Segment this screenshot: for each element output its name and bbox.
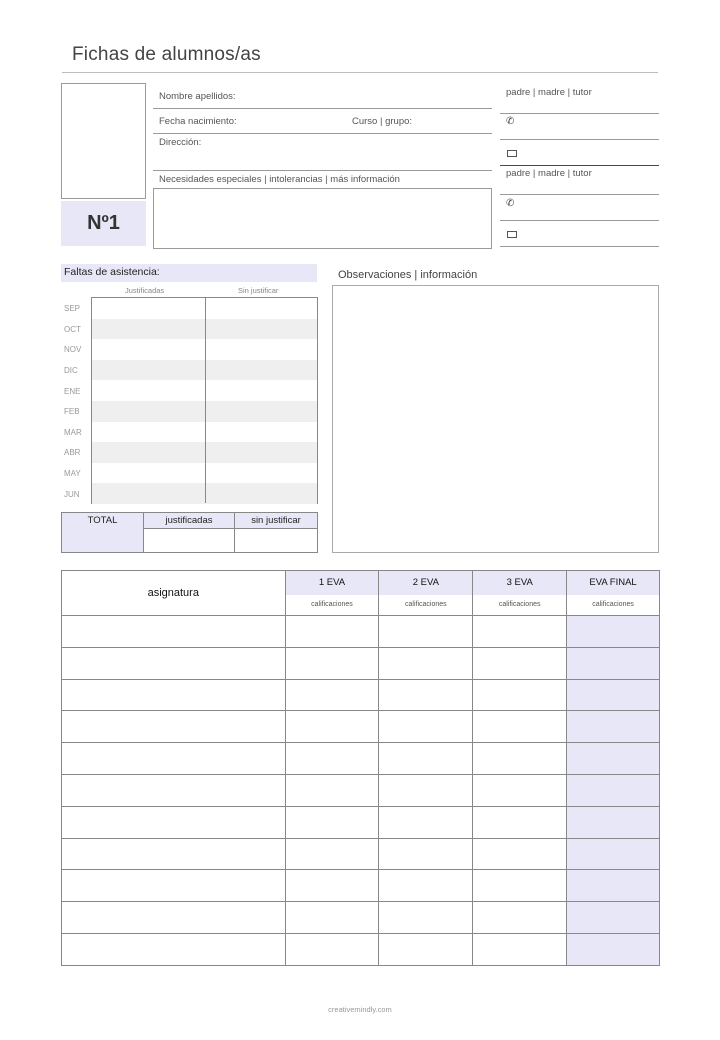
month-label: NOV bbox=[64, 345, 82, 354]
eva-1-header: 1 EVA bbox=[285, 571, 379, 595]
observations-title: Observaciones | información bbox=[338, 269, 478, 281]
table-row[interactable] bbox=[62, 870, 660, 902]
month-label: OCT bbox=[64, 325, 81, 334]
title-divider bbox=[62, 72, 658, 73]
table-row[interactable] bbox=[62, 838, 660, 870]
needs-box[interactable] bbox=[153, 188, 492, 249]
month-label: ENE bbox=[64, 387, 81, 396]
guardian-1-line[interactable] bbox=[500, 113, 659, 114]
guardian-2-mail-line[interactable] bbox=[500, 246, 659, 247]
address-label: Dirección: bbox=[159, 137, 202, 148]
footer-credit: creativemindly.com bbox=[328, 1005, 392, 1014]
table-row[interactable] bbox=[62, 902, 660, 934]
guardian-divider bbox=[500, 165, 659, 166]
month-label: MAY bbox=[64, 469, 81, 478]
guardian-2-label: padre | madre | tutor bbox=[506, 168, 592, 179]
attendance-totals bbox=[61, 512, 318, 553]
month-label: FEB bbox=[64, 407, 80, 416]
name-label: Nombre apellidos: bbox=[159, 91, 236, 102]
guardian-2-line[interactable] bbox=[500, 194, 659, 195]
eva-final-sub: calificaciones bbox=[567, 595, 660, 616]
student-number: Nº1 bbox=[61, 201, 146, 246]
eva-final-header: EVA FINAL bbox=[567, 571, 660, 595]
total-unjustified-label: sin justificar bbox=[251, 515, 301, 526]
grades-table bbox=[61, 570, 660, 966]
guardian-1-label: padre | madre | tutor bbox=[506, 87, 592, 98]
month-label: JUN bbox=[64, 490, 80, 499]
table-row[interactable] bbox=[62, 616, 660, 648]
birth-label: Fecha nacimiento: bbox=[159, 116, 237, 127]
table-row[interactable] bbox=[62, 711, 660, 743]
mail-icon bbox=[507, 150, 517, 157]
table-row[interactable] bbox=[62, 806, 660, 838]
mail-icon bbox=[507, 231, 517, 238]
month-label: SEP bbox=[64, 304, 81, 313]
month-label: DIC bbox=[64, 366, 78, 375]
table-row[interactable] bbox=[62, 743, 660, 775]
eva-3-header: 3 EVA bbox=[473, 571, 567, 595]
justified-header: Justificadas bbox=[125, 286, 165, 295]
month-label: MAR bbox=[64, 428, 82, 437]
name-line[interactable] bbox=[153, 108, 492, 109]
table-row[interactable] bbox=[62, 647, 660, 679]
total-label: TOTAL bbox=[87, 515, 118, 526]
observations-box[interactable] bbox=[332, 285, 659, 553]
phone-icon: ✆ bbox=[506, 116, 515, 127]
course-label: Curso | grupo: bbox=[352, 116, 413, 127]
photo-box[interactable] bbox=[61, 83, 146, 199]
eva-2-header: 2 EVA bbox=[379, 571, 473, 595]
eva-1-sub: calificaciones bbox=[285, 595, 379, 616]
needs-label: Necesidades especiales | intolerancias | más información bbox=[159, 174, 400, 185]
attendance-title: Faltas de asistencia: bbox=[61, 264, 317, 282]
table-row[interactable] bbox=[62, 933, 660, 965]
table-row[interactable] bbox=[62, 679, 660, 711]
guardian-1-phone-line[interactable] bbox=[500, 139, 659, 140]
address-line[interactable] bbox=[153, 170, 492, 171]
birth-line[interactable] bbox=[153, 133, 492, 134]
phone-icon: ✆ bbox=[506, 198, 515, 209]
month-label: ABR bbox=[64, 448, 81, 457]
total-justified-label: justificadas bbox=[165, 515, 213, 526]
unjustified-header: Sin justificar bbox=[238, 286, 279, 295]
attendance-grid[interactable] bbox=[91, 297, 318, 504]
eva-2-sub: calificaciones bbox=[379, 595, 473, 616]
guardian-2-phone-line[interactable] bbox=[500, 220, 659, 221]
table-row[interactable] bbox=[62, 774, 660, 806]
subject-header: asignatura bbox=[62, 571, 286, 616]
page-title: Fichas de alumnos/as bbox=[72, 44, 261, 65]
eva-3-sub: calificaciones bbox=[473, 595, 567, 616]
